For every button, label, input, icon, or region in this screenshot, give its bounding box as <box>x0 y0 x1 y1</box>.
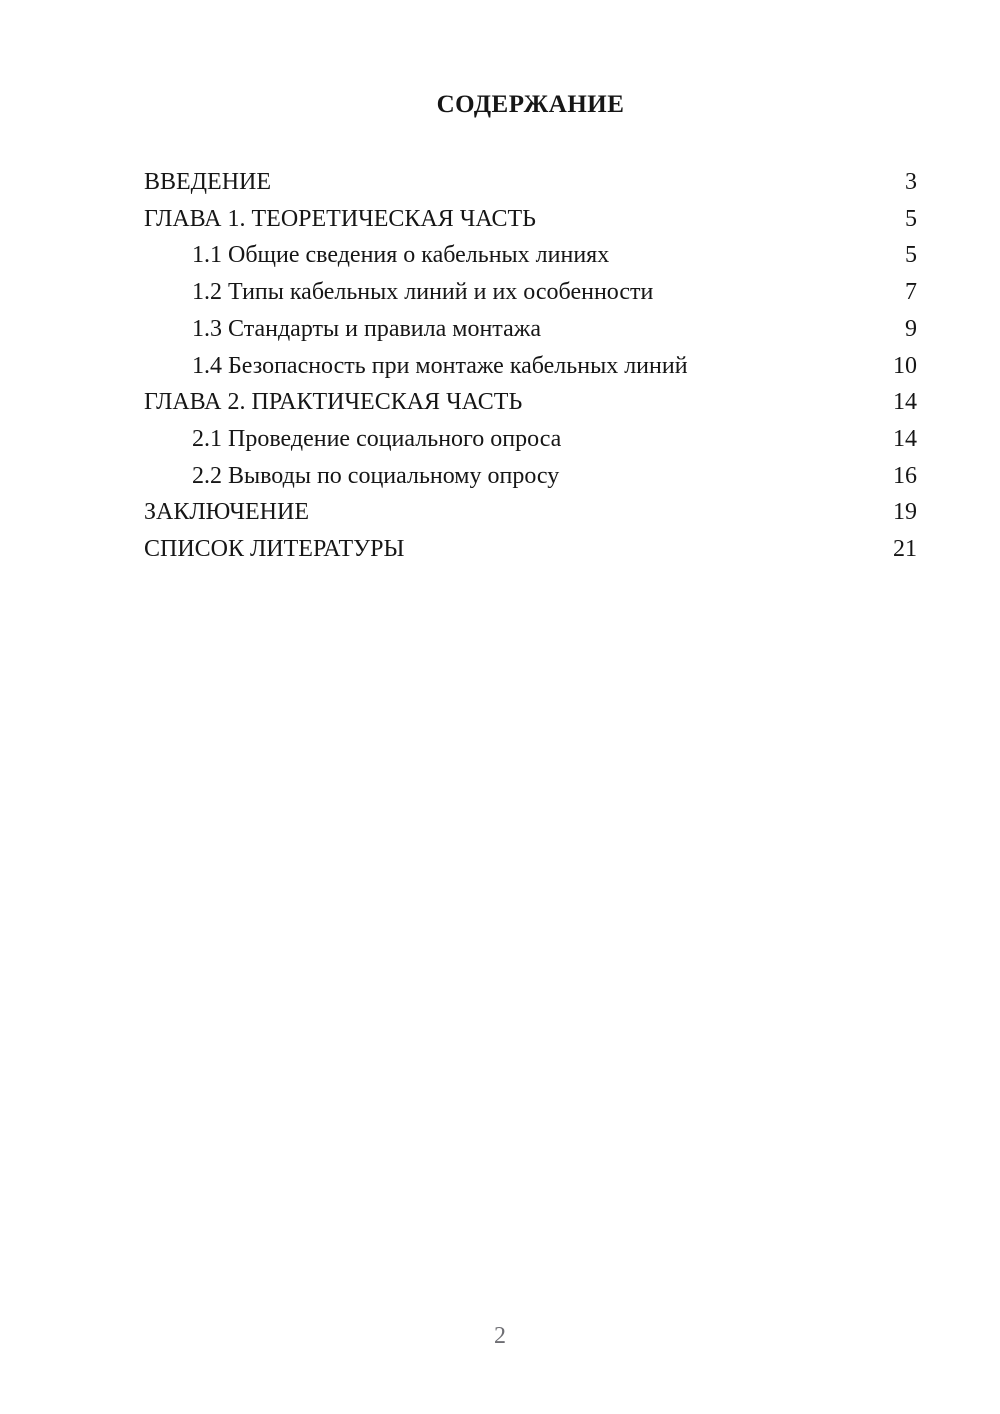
page-number: 2 <box>494 1323 506 1349</box>
toc-entry-page-number: 5 <box>905 205 917 232</box>
toc-entry-bibliography <box>144 531 917 568</box>
toc-entry-label: ГЛАВА 1. ТЕОРЕТИЧЕСКАЯ ЧАСТЬ <box>144 205 536 232</box>
toc-entry-page-number: 7 <box>905 279 917 306</box>
toc-entry-page-number: 9 <box>905 315 917 342</box>
toc-entry-introduction <box>144 164 917 201</box>
toc-entry-1-2 <box>144 274 917 311</box>
toc-entry-label: ГЛАВА 2. ПРАКТИЧЕСКАЯ ЧАСТЬ <box>144 389 523 416</box>
page-number-footer <box>0 1318 1000 1355</box>
toc-entry-label: 2.2 Выводы по социальному опросу <box>192 462 560 489</box>
toc-entry-1-4 <box>144 348 917 385</box>
toc-entry-label: ВВЕДЕНИЕ <box>144 169 272 195</box>
toc-entry-2-1 <box>144 421 917 458</box>
toc-entry-page-number: 19 <box>893 499 917 526</box>
toc-entry-label: СПИСОК ЛИТЕРАТУРЫ <box>144 536 405 563</box>
toc-entry-page-number: 21 <box>893 536 917 563</box>
page-title: СОДЕРЖАНИЕ <box>436 91 625 118</box>
toc-entry-label: 1.3 Стандарты и правила монтажа <box>192 315 541 342</box>
document-page <box>144 0 917 1414</box>
toc-entry-label: ЗАКЛЮЧЕНИЕ <box>144 499 309 526</box>
toc-entry-page-number: 16 <box>893 462 917 489</box>
toc-entry-conclusion <box>144 494 917 531</box>
toc-entry-2-2 <box>144 458 917 495</box>
toc-entry-1-3 <box>144 311 917 348</box>
toc-entry-label: 1.2 Типы кабельных линий и их особенности <box>192 279 654 306</box>
toc-entry-chapter-1 <box>144 201 917 238</box>
toc-entry-page-number: 5 <box>905 242 917 269</box>
toc-entry-chapter-2 <box>144 384 917 421</box>
table-of-contents <box>144 164 917 568</box>
toc-entry-page-number: 3 <box>905 169 917 195</box>
toc-entry-label: 1.1 Общие сведения о кабельных линиях <box>192 242 610 269</box>
toc-entry-label: 1.4 Безопасность при монтаже кабельных линий <box>192 352 688 379</box>
toc-entry-page-number: 10 <box>893 352 917 379</box>
toc-entry-page-number: 14 <box>893 389 917 416</box>
toc-entry-1-1 <box>144 237 917 274</box>
toc-entry-label: 2.1 Проведение социального опроса <box>192 425 562 452</box>
toc-entry-page-number: 14 <box>893 425 917 452</box>
